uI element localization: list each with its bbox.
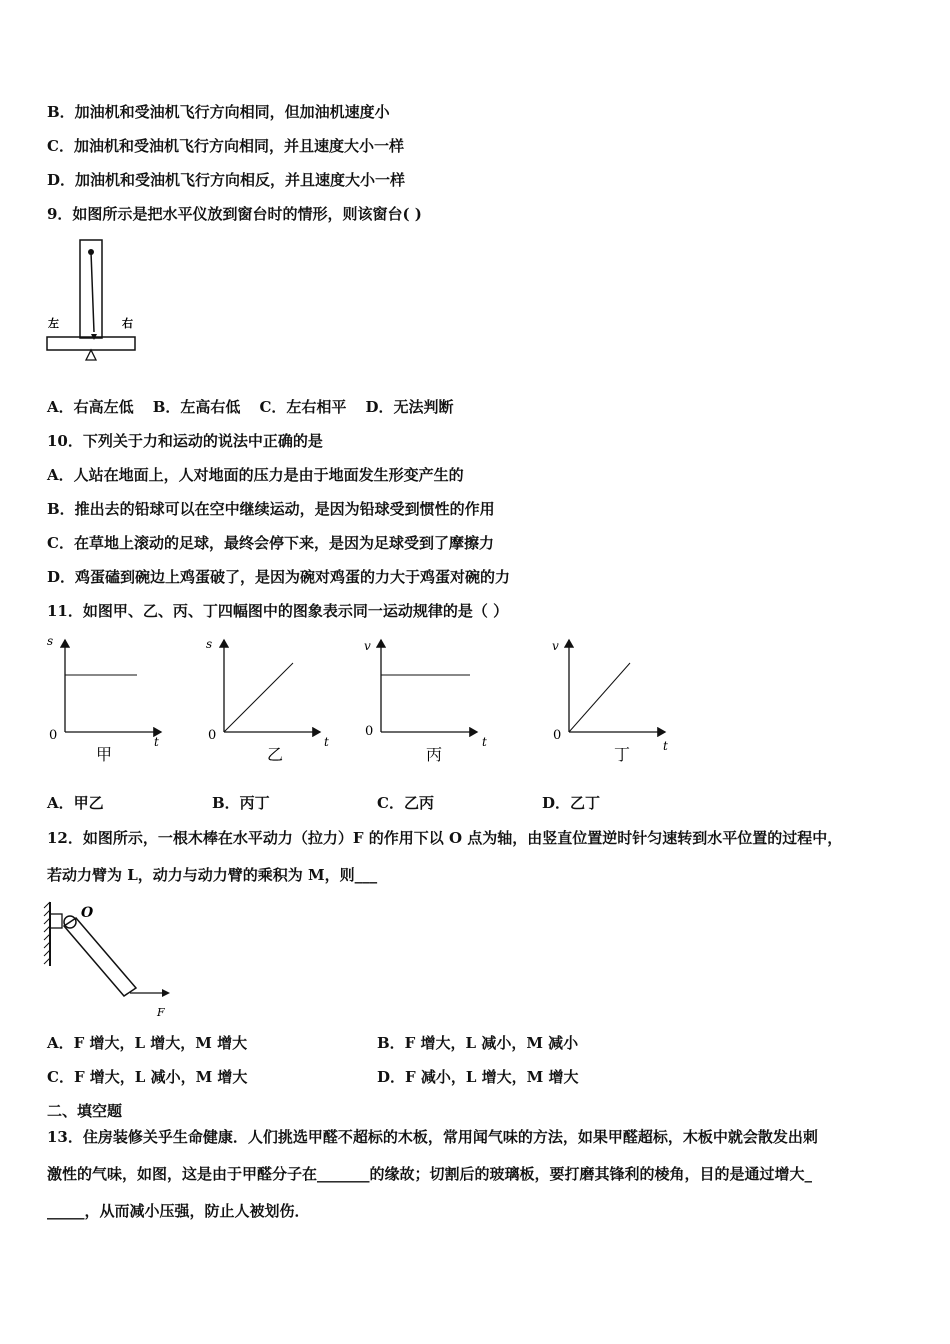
graph-line [224,663,293,732]
x-label: t [482,735,487,749]
fulcrum-triangle [86,350,96,360]
q8-option-d: D．加油机和受油机飞行方向相反，并且速度大小一样 [47,171,406,189]
q10-option-a: A．人站在地面上，人对地面的压力是由于地面发生形变产生的 [47,466,464,484]
plumb-line [91,252,94,332]
force-label: F [157,1006,165,1019]
q13-line2: 激性的气味，如图，这是由于甲醛分子在_______的缘故；切割后的玻璃板，要打磨其锋利的棱角，目的是通过增大_ [47,1165,813,1183]
q11-option-d: D．乙丁 [542,794,601,812]
graph-caption: 丙 [426,745,443,764]
x-label: t [663,739,668,753]
q9-option-b: B．左高右低 [152,398,241,416]
graph-ding [548,632,678,772]
x-label: t [324,735,329,749]
q11-option-a: A．甲乙 [47,794,104,812]
wooden-rod [64,918,136,996]
origin-label: 0 [553,728,562,743]
q12-stem-line2: 若动力臂为 L，动力与动力臂的乘积为 M，则___ [47,866,378,884]
q13-line3: _____，从而减小压强，防止人被划伤． [47,1202,310,1220]
q9-options [47,397,454,417]
graph-caption: 乙 [267,745,284,764]
q10-option-c: C．在草地上滚动的足球，最终会停下来，是因为足球受到了摩擦力 [47,534,494,552]
window-sill-board [47,337,135,350]
origin-label: 0 [208,728,217,743]
q9-option-d: D．无法判断 [365,398,454,416]
force-arrowhead [162,989,170,997]
q11-option-b: B．丙丁 [212,794,270,812]
q9-option-a: A．右高左低 [47,398,134,416]
section-title: 二、填空题 [47,1102,123,1120]
q11-stem: 11．如图甲、乙、丙、丁四幅图中的图象表示同一运动规律的是（ ） [47,602,509,620]
graph-caption: 丁 [614,745,631,764]
q12-option-a: A．F 增大，L 增大，M 增大 [47,1034,248,1052]
origin-label: 0 [49,728,58,743]
q8-option-b: B．加油机和受油机飞行方向相同，但加油机速度小 [47,103,390,121]
q12-option-c: C．F 增大，L 减小，M 增大 [47,1068,248,1086]
q11-option-c: C．乙丙 [377,794,434,812]
pivot-label: O [81,905,94,921]
y-label: s [206,637,213,651]
q9-stem: 9．如图所示是把水平仪放到窗台时的情形，则该窗台( ) [47,205,422,223]
graph-caption: 甲 [96,745,113,764]
graph-bing [360,632,490,772]
right-label: 右 [122,317,133,330]
lever-figure [40,896,180,1021]
q12-option-b: B．F 增大，L 减小，M 减小 [377,1034,579,1052]
graph-jia [44,632,174,772]
left-label: 左 [48,317,59,330]
q12-stem-line1: 12．如图所示，一根木棒在水平动力（拉力）F 的作用下以 O 点为轴，由竖直位置逆时针匀速转到水平位置的过程中， [47,829,843,847]
level-gauge-figure [44,236,144,366]
pivot-bracket [50,914,62,928]
q8-option-c: C．加油机和受油机飞行方向相同，并且速度大小一样 [47,137,404,155]
y-label: s [47,634,54,648]
x-label: t [154,735,159,749]
q13-line1: 13．住房装修关乎生命健康．人们挑选甲醛不超标的木板，常用闻气味的方法，如果甲醛超标，木板中就会散发出刺 [47,1128,818,1146]
q12-option-d: D．F 减小，L 增大，M 增大 [377,1068,579,1086]
y-label: v [364,639,371,653]
q10-option-b: B．推出去的铅球可以在空中继续运动，是因为铅球受到惯性的作用 [47,500,495,518]
graph-line [569,663,630,732]
graph-yi [203,632,333,772]
origin-label: 0 [365,724,374,739]
q10-option-d: D．鸡蛋磕到碗边上鸡蛋破了，是因为碗对鸡蛋的力大于鸡蛋对碗的力 [47,568,511,586]
y-label: v [552,639,559,653]
q9-option-c: C．左右相平 [259,398,347,416]
q10-stem: 10．下列关于力和运动的说法中正确的是 [47,432,323,450]
